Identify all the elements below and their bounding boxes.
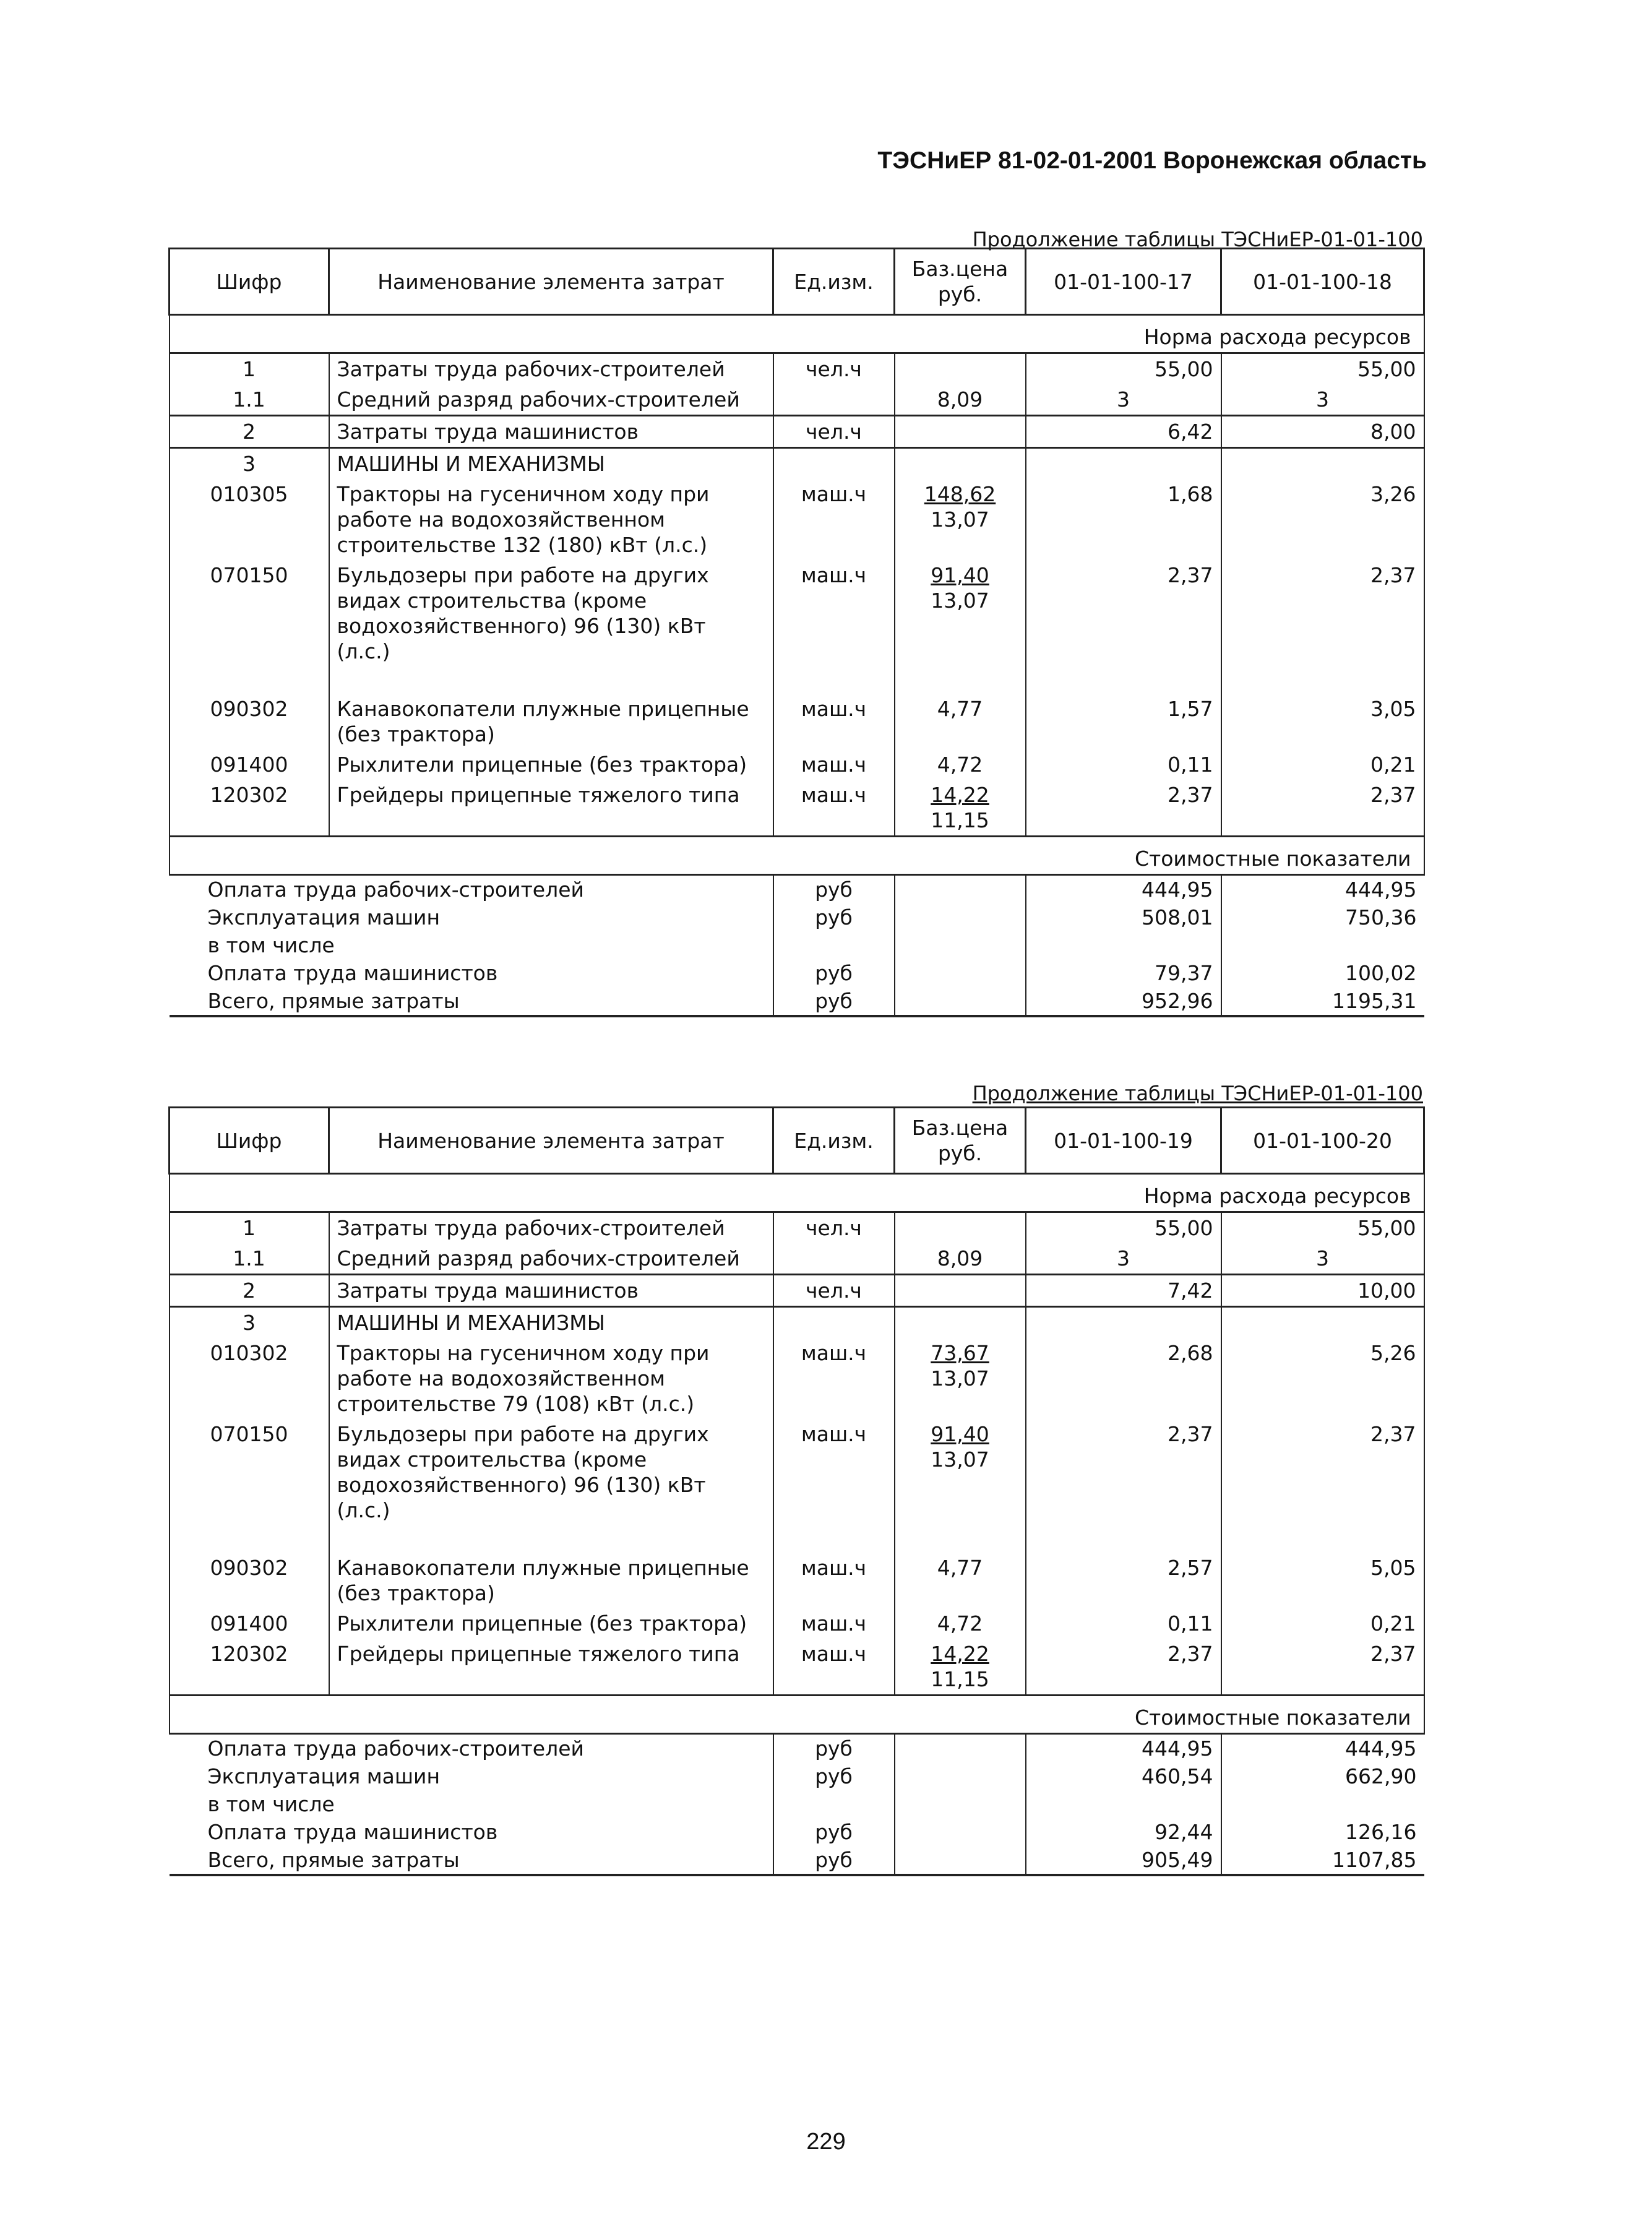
estimate-table-1	[168, 248, 1425, 1017]
table-row: 2 Затраты труда машинистов чел.ч 6,42 8,00	[170, 416, 1424, 448]
cost-row: Оплата труда машинистов руб 79,37 100,02	[170, 959, 1424, 987]
table-row: 2 Затраты труда машинистов чел.ч 7,42 10,00	[170, 1275, 1424, 1307]
table-row: 010302 Тракторы на гусеничном ходу при работе на водохозяйственном строительстве 79 (108) кВт (л.с.) маш.ч 73,67 13,07 2,68 5,26	[170, 1338, 1424, 1419]
table-row: 010305 Тракторы на гусеничном ходу при работе на водохозяйственном строительстве 132 (180) кВт (л.с.) маш.ч 148,62 13,07 1,68 3,26	[170, 479, 1424, 560]
table-caption: Продолжение таблицы ТЭСНиЕР-01-01-100	[972, 228, 1423, 251]
table-header-row	[170, 249, 1424, 315]
cost-row: Оплата труда машинистов руб 92,44 126,16	[170, 1818, 1424, 1846]
estimate-table-2	[168, 1106, 1425, 1876]
cost-row: Эксплуатация машин руб 460,54 662,90	[170, 1762, 1424, 1790]
cost-row: в том числе	[170, 1790, 1424, 1818]
table-row: 1.1 Средний разряд рабочих-строителей 8,09 3 3	[170, 384, 1424, 416]
cost-row: Оплата труда рабочих-строителей руб 444,95 444,95	[170, 875, 1424, 904]
table-header-row	[170, 1108, 1424, 1174]
band-resource-norms: Норма расхода ресурсов	[170, 1174, 1424, 1212]
col-rate-2-header: 01-01-100-20	[1221, 1108, 1424, 1174]
col-price-header: Баз.цена руб.	[895, 249, 1026, 315]
table-row: 090302 Канавокопатели плужные прицепные (без трактора) маш.ч 4,77 2,57 5,05	[170, 1553, 1424, 1608]
table-row: 070150 Бульдозеры при работе на других видах строительства (кроме водохозяйственного) 96 (130) кВт (л.с.) маш.ч 91,40 13,07 2,37 2,37	[170, 560, 1424, 694]
table-row: 090302 Канавокопатели плужные прицепные (без трактора) маш.ч 4,77 1,57 3,05	[170, 694, 1424, 749]
band-cost-indicators: Стоимостные показатели	[170, 837, 1424, 875]
col-unit-header: Ед.изм.	[773, 249, 895, 315]
table-row: 3 МАШИНЫ И МЕХАНИЗМЫ	[170, 1307, 1424, 1339]
table-row: 070150 Бульдозеры при работе на других видах строительства (кроме водохозяйственного) 96 (130) кВт (л.с.) маш.ч 91,40 13,07 2,37 2,37	[170, 1419, 1424, 1553]
table-caption: Продолжение таблицы ТЭСНиЕР-01-01-100	[972, 1082, 1423, 1105]
col-code-header: Шифр	[170, 249, 329, 315]
col-unit-header: Ед.изм.	[773, 1108, 895, 1174]
table-row: 1 Затраты труда рабочих-строителей чел.ч 55,00 55,00	[170, 1212, 1424, 1244]
page-number: 229	[806, 2129, 846, 2155]
col-rate-1-header: 01-01-100-17	[1026, 249, 1221, 315]
col-rate-2-header: 01-01-100-18	[1221, 249, 1424, 315]
table-row: 120302 Грейдеры прицепные тяжелого типа маш.ч 14,22 11,15 2,37 2,37	[170, 780, 1424, 837]
cost-row: Эксплуатация машин руб 508,01 750,36	[170, 903, 1424, 931]
col-rate-1-header: 01-01-100-19	[1026, 1108, 1221, 1174]
band-cost-indicators: Стоимостные показатели	[170, 1696, 1424, 1734]
cost-row: Всего, прямые затраты руб 952,96 1195,31	[170, 987, 1424, 1016]
col-price-header: Баз.цена руб.	[895, 1108, 1026, 1174]
col-name-header: Наименование элемента затрат	[329, 249, 773, 315]
table-row: 091400 Рыхлители прицепные (без трактора) маш.ч 4,72 0,11 0,21	[170, 749, 1424, 780]
band-resource-norms: Норма расхода ресурсов	[170, 315, 1424, 353]
table-row: 3 МАШИНЫ И МЕХАНИЗМЫ	[170, 448, 1424, 480]
cost-row: в том числе	[170, 931, 1424, 959]
col-code-header: Шифр	[170, 1108, 329, 1174]
cost-row: Всего, прямые затраты руб 905,49 1107,85	[170, 1846, 1424, 1875]
table-row: 1.1 Средний разряд рабочих-строителей 8,09 3 3	[170, 1243, 1424, 1275]
table-row: 120302 Грейдеры прицепные тяжелого типа маш.ч 14,22 11,15 2,37 2,37	[170, 1639, 1424, 1696]
col-name-header: Наименование элемента затрат	[329, 1108, 773, 1174]
cost-row: Оплата труда рабочих-строителей руб 444,95 444,95	[170, 1734, 1424, 1763]
table-row: 091400 Рыхлители прицепные (без трактора) маш.ч 4,72 0,11 0,21	[170, 1608, 1424, 1639]
table-row: 1 Затраты труда рабочих-строителей чел.ч 55,00 55,00	[170, 353, 1424, 385]
document-header: ТЭСНиЕР 81-02-01-2001 Воронежская область	[877, 147, 1427, 174]
